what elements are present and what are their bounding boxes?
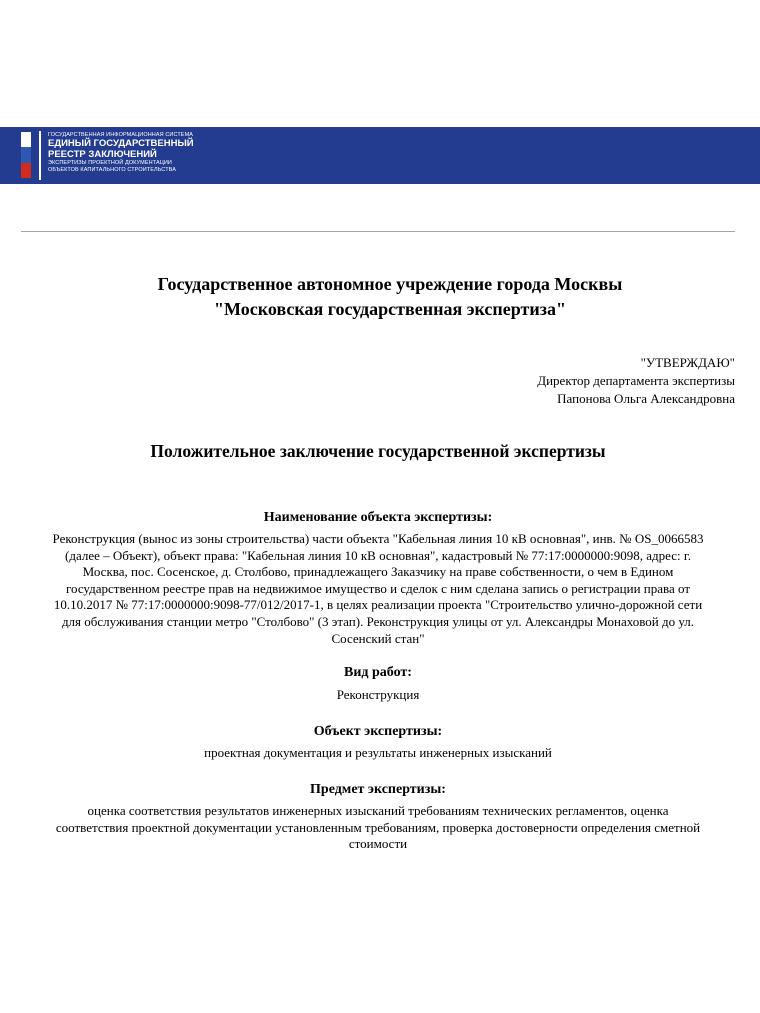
approver-position: Директор департамента экспертизы (537, 373, 735, 388)
registry-logo-text (48, 132, 194, 174)
banner-line-5: ОБЪЕКТОВ КАПИТАЛЬНОГО СТРОИТЕЛЬСТВА (48, 167, 177, 173)
banner-separator (39, 131, 41, 180)
expertise-subject-line: стоимости (348, 836, 408, 852)
object-name-line: Сосенский стан" (331, 630, 425, 646)
banner-line-1: ГОСУДАРСТВЕННАЯ ИНФОРМАЦИОННАЯ СИСТЕМА (48, 132, 194, 138)
russian-flag-icon (21, 132, 31, 178)
object-name-line: (далее – Объект), объект права: "Кабельная линия 10 кВ основная", кадастровый № 77:17:0000000:9098, адрес: г. (65, 547, 691, 563)
object-name-line: для обслуживания станции метро "Столбово" (3 этап). Реконструкция улицы от ул. Александры Монаховой до ул. (61, 613, 695, 629)
organization-line-1: Государственное автономное учреждение города Москвы (157, 274, 623, 294)
object-name-line: государственном реестре прав на недвижимое имущество и сделок с ним сделана запись о регистрации права от (66, 580, 690, 596)
object-name-line: Реконструкция (вынос из зоны строительства) части объекта "Кабельная линия 10 кВ основная", инв. № OS_0066583 (52, 531, 704, 546)
expertise-subject-line: соответствия проектной документации установленным требованиям, проверка достоверности определения сметной (55, 819, 701, 835)
expertise-object-title: Объект экспертизы: (313, 724, 443, 739)
banner-line-2: ЕДИНЫЙ ГОСУДАРСТВЕННЫЙ (48, 138, 194, 149)
work-type-title: Вид работ: (344, 665, 412, 680)
header-divider (21, 231, 735, 232)
registry-banner (0, 127, 760, 184)
object-name-line: 10.10.2017 № 77:17:0000000:9098-77/012/2017-1, в целях реализации проекта "Строительство улично-дорожной сети (53, 597, 703, 613)
object-name-line: Москва, пос. Сосенское, д. Столбово, принадлежащего Заказчику на праве собственности, о чем в Едином (82, 564, 674, 580)
approval-stamp: "УТВЕРЖДАЮ" (640, 355, 735, 370)
banner-line-4: ЭКСПЕРТИЗЫ ПРОЕКТНОЙ ДОКУМЕНТАЦИИ (48, 160, 172, 166)
expertise-subject-text (20, 803, 736, 853)
object-name-title: Наименование объекта экспертизы: (263, 510, 493, 525)
object-name-text (20, 531, 736, 647)
approver-name: Папонова Ольга Александровна (557, 391, 735, 406)
banner-line-3: РЕЕСТР ЗАКЛЮЧЕНИЙ (48, 148, 157, 160)
work-type-text: Реконструкция (336, 687, 420, 702)
organization-name (80, 272, 700, 322)
organization-line-2: "Московская государственная экспертиза" (214, 299, 566, 319)
expertise-object-text: проектная документация и результаты инженерных изысканий (204, 745, 552, 760)
expertise-subject-line: оценка соответствия результатов инженерных изысканий требованиям технических регламентов, оценка (87, 803, 669, 818)
document-title: Положительное заключение государственной экспертизы (150, 441, 606, 461)
approval-block (537, 354, 735, 408)
expertise-subject-title: Предмет экспертизы: (310, 782, 446, 797)
